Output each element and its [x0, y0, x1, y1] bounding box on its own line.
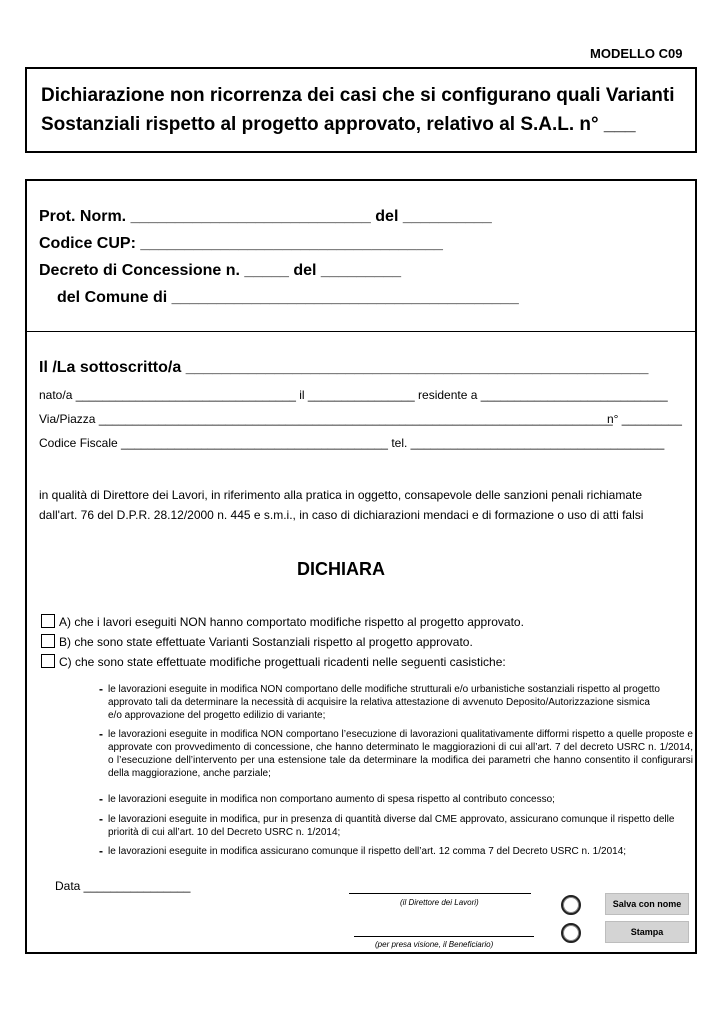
casistica-3: le lavorazioni eseguite in modifica non comportano aumento di spesa rispetto al contributo concesso; — [108, 794, 555, 805]
title-line-2: Sostanziali rispetto al progetto approvato, relativo al S.A.L. n° ___ — [41, 114, 636, 135]
model-code: MODELLO C09 — [590, 46, 683, 61]
intro-line-2: dall'art. 76 del D.P.R. 28.12/2000 n. 445 e s.m.i., in caso di dichiarazioni mendaci e di formazione o uso di atti falsi — [39, 508, 644, 522]
option-b-checkbox[interactable] — [41, 634, 55, 648]
codice-fiscale-tel-field[interactable]: Codice Fiscale ________________________________________ tel. ______________________________________ — [39, 436, 665, 450]
beneficiario-signature-label: (per presa visione, il Beneficiario) — [375, 940, 494, 949]
bullet-dash: - — [99, 727, 103, 741]
title-line-1: Dichiarazione non ricorrenza dei casi che si configurano quali Varianti — [41, 85, 675, 106]
dichiara-heading: DICHIARA — [297, 559, 385, 579]
casistica-5: le lavorazioni eseguite in modifica assicurano comunque il rispetto dell’art. 12 comma 7 del Decreto USRC n. 1/2014; — [108, 846, 627, 857]
comune-field[interactable]: del Comune di _______________________________________ — [57, 289, 519, 306]
codice-cup-field[interactable]: Codice CUP: __________________________________ — [39, 235, 443, 252]
save-as-button[interactable]: Salva con nome — [605, 893, 689, 915]
intro-line-1: in qualità di Direttore dei Lavori, in riferimento alla pratica in oggetto, consapevole delle sanzioni penali richiamate — [39, 488, 643, 502]
direttore-signature-label: (il Direttore dei Lavori) — [400, 898, 479, 907]
data-field[interactable]: Data ________________ — [55, 879, 191, 893]
option-a-checkbox[interactable] — [41, 614, 55, 628]
section-divider — [27, 331, 695, 332]
option-c-label: C) che sono state effettuate modifiche progettuali ricadenti nelle seguenti casistiche: — [59, 655, 506, 669]
bullet-dash: - — [99, 682, 103, 696]
casistica-4: le lavorazioni eseguite in modifica, pur in presenza di quantità diverse dal CME approvato, assicurano comunque il rispetto delle priorità di cui all’art. 10 del Decreto USRC n. 1/2014; — [108, 814, 675, 838]
casistica-2: le lavorazioni eseguite in modifica NON comportano l’esecuzione di lavorazioni qualitativamente difformi rispetto a quelle proposte e approvate con provvedimento di concessione, che hanno determinato le maggiorazioni di cui all’art. 7 del decreto USRC n. 1/2014, o l’esecuzione dell’intervento per una estensione tale da determinare la modifica dei parametri che hanno consentito il configurarsi della maggiorazione, anche parziale; — [108, 729, 693, 779]
option-b-label: B) che sono state effettuate Varianti Sostanziali rispetto al progetto approvato. — [59, 635, 473, 649]
option-c-checkbox[interactable] — [41, 654, 55, 668]
print-button[interactable]: Stampa — [605, 921, 689, 943]
beneficiario-signature-line[interactable] — [354, 936, 534, 937]
decreto-concessione-field[interactable]: Decreto di Concessione n. _____ del _________ — [39, 262, 401, 279]
print-radio-button[interactable] — [561, 923, 581, 943]
casistica-1: le lavorazioni eseguite in modifica NON comportano delle modifiche strutturali e/o urbanistiche sostanziali rispetto al progetto approvato tali da determinare la necessità di acquisire la relativa attestazione di avvenuto Deposito/Autorizzazione sismica e/o approvazione del progetto edilizio di variante; — [108, 684, 660, 721]
civico-field[interactable]: n° _________ — [607, 412, 682, 426]
direttore-signature-line[interactable] — [349, 893, 531, 894]
prot-norm-field[interactable]: Prot. Norm. ___________________________ del __________ — [39, 208, 492, 225]
nascita-residenza-field[interactable]: nato/a _________________________________ il ________________ residente a ____________________________ — [39, 388, 668, 402]
via-piazza-field[interactable]: Via/Piazza _____________________________________________________________________________ — [39, 412, 613, 426]
bullet-dash: - — [99, 844, 103, 858]
save-radio-button[interactable] — [561, 895, 581, 915]
bullet-dash: - — [99, 792, 103, 806]
bullet-dash: - — [99, 812, 103, 826]
sottoscritto-field[interactable]: Il /La sottoscritto/a ____________________________________________________ — [39, 359, 649, 376]
title-box — [25, 67, 697, 153]
option-a-label: A) che i lavori eseguiti NON hanno comportato modifiche rispetto al progetto approvato. — [59, 615, 524, 629]
form-box — [25, 179, 697, 954]
